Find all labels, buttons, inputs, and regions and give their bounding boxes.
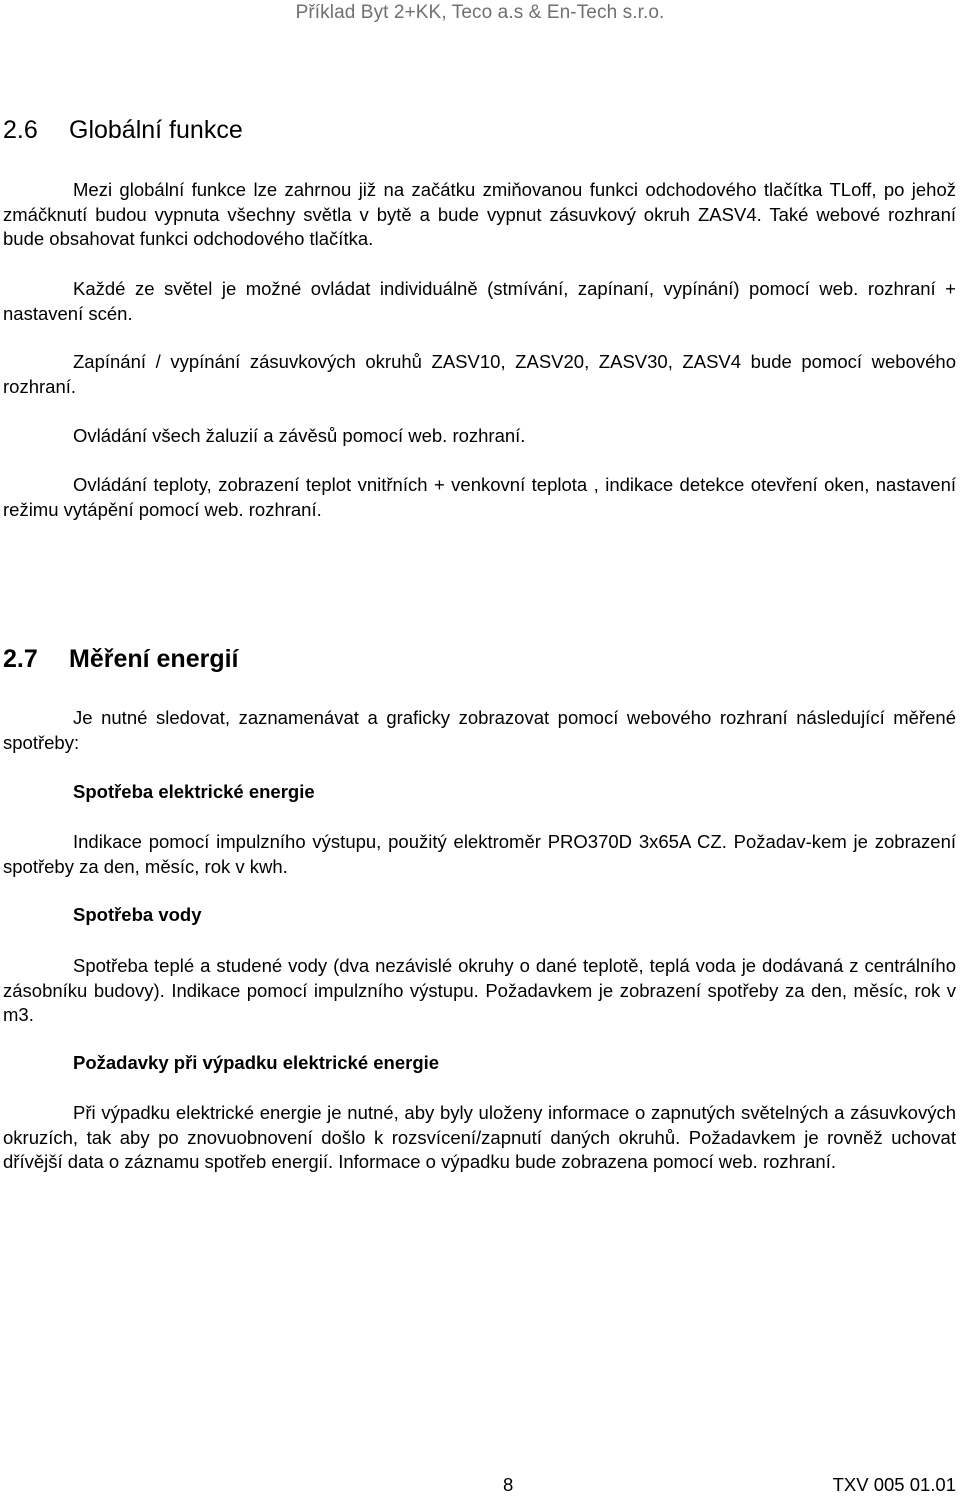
section-title: Globální funkce [69, 116, 243, 144]
document-code: TXV 005 01.01 [832, 1474, 956, 1495]
section-number: 2.6 [3, 116, 38, 144]
paragraph: Spotřeba teplé a studené vody (dva nezávislé okruhy o dané teplotě, teplá voda je dodávaná z centrálního zásobníku budovy). Indikace pomocí impulzního výstupu. Požadavkem je zobrazení spotřeby za den, měsíc, rok v m3. [3, 955, 956, 1026]
paragraph: Ovládání teploty, zobrazení teplot vnitřních + venkovní teplota , indikace detekce otevření oken, nastavení režimu vytápění pomocí web. rozhraní. [3, 474, 956, 520]
section-title: Měření energií [69, 645, 239, 673]
subsection-heading: Spotřeba vody [73, 904, 202, 925]
paragraph: Při výpadku elektrické energie je nutné, aby byly uloženy informace o zapnutých světelných a zásuvkových okruzích, tak aby po znovuobnovení došlo k rozsvícení/zapnutí daných okruhů. Požadavkem je rovněž uchovat dřívější data o záznamu spotřeb energií. Informace o výpadku bude zobrazena pomocí web. rozhraní. [3, 1102, 956, 1173]
section-number: 2.7 [3, 645, 38, 673]
subsection-heading: Požadavky při výpadku elektrické energie [73, 1052, 440, 1073]
intro-paragraph: Je nutné sledovat, zaznamenávat a graficky zobrazovat pomocí webového rozhraní následující měřené spotřeby: [3, 707, 956, 753]
paragraph: Ovládání všech žaluzií a závěsů pomocí web. rozhraní. [73, 425, 526, 446]
paragraph: Zapínání / vypínání zásuvkových okruhů ZASV10, ZASV20, ZASV30, ZASV4 bude pomocí webového rozhraní. [3, 351, 956, 397]
section-2-6-heading [3, 116, 243, 145]
paragraph: Každé ze světel je možné ovládat individuálně (stmívání, zapínaní, vypínání) pomocí web. rozhraní + nastavení scén. [3, 278, 956, 324]
subsection-heading: Spotřeba elektrické energie [73, 781, 315, 802]
paragraph: Mezi globální funkce lze zahrnou již na začátku zmiňovanou funkci odchodového tlačítka TLoff, po jehož zmáčknutí budou vypnuta všechny světla v bytě a bude vypnut zásuvkový okruh ZASV4. Také webové rozhraní bude obsahovat funkci odchodového tlačítka. [3, 179, 956, 250]
paragraph: Indikace pomocí impulzního výstupu, použitý elektroměr PRO370D 3x65A CZ. Požadav-kem je zobrazení spotřeby za den, měsíc, rok v kwh. [3, 831, 956, 877]
section-2-7-heading [3, 645, 239, 674]
page-number: 8 [503, 1474, 514, 1495]
page-header-title: Příklad Byt 2+KK, Teco a.s & En-Tech s.r.o. [295, 2, 665, 23]
